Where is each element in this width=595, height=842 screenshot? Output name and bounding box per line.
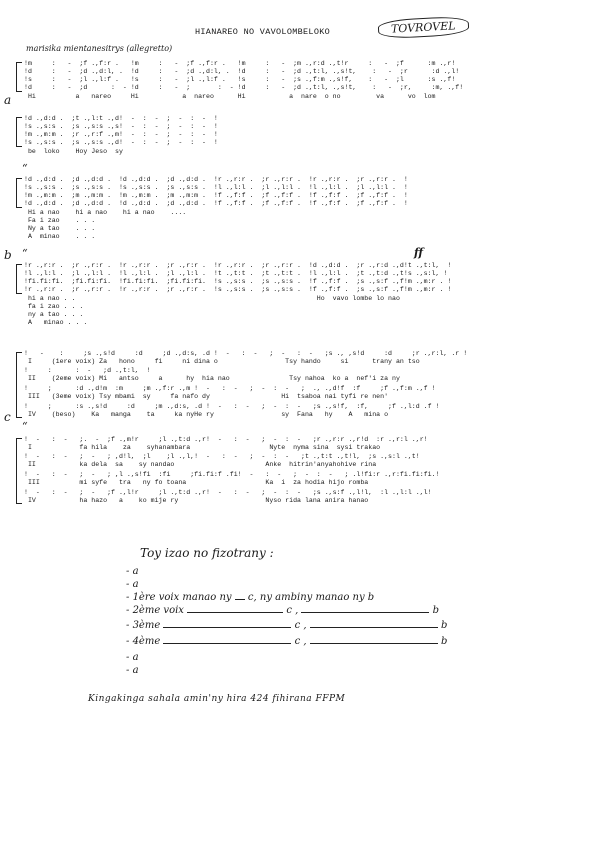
blank-line (163, 636, 291, 644)
section-marker-b: b (4, 248, 12, 262)
item-end: b (432, 605, 440, 616)
system-brace (16, 178, 22, 208)
lyric-line: hi a nao . . Ho vavo lombe lo nao (24, 295, 400, 302)
item-mid: c (294, 620, 301, 631)
score-line: !r .,r:r . ;r .,r:r . !r .,r:r . ;r .,r:r . !s .,s:s . ;s .,s:s . !f .,f:f . ;s .,s:f .,f!m .,m:r . ! (24, 286, 452, 293)
score-line: ! : : - ;d .,t:l, ! (24, 367, 151, 374)
lyric-line: III mi syfe tra ny fo toana Ka i za hodia hijo romba (24, 479, 369, 486)
lyric-line: fa i zao . . . (24, 303, 84, 310)
item-prefix: 1ère voix manao ny (132, 592, 232, 603)
fortissimo-mark: ff (414, 246, 424, 259)
score-line: !s : - ;l .,l:f . !s : - ;l .,l:f . !s : - ;s .,f:m .,s!f, : - ;l :s .,f! (24, 76, 456, 83)
lyric-line: III (3eme voix) Tsy mbami sy fa nafo dy Hi tsaboa nai tyfi re nen' (24, 393, 389, 400)
item-prefix: 2ème voix (132, 605, 184, 616)
score-line: ! - : - ;. - ;f .,m!r ;l .,t:d .,r! - : - ; - : - ;r .,r:r .,r!d :r .,r:l .,r! (24, 436, 428, 443)
score-line: ! - : ;s .,s!d :d ;d .,d:s, .d ! - : - ; - : - ;s ., ,s!d :d ;r .,r:l, .r ! (24, 350, 468, 357)
score-line: ! ; :d .,d!m :m ;m .,f:r .,m ! - : - ; - : - ; ., .,d!f :f ;f .,f:m .,f ! (24, 385, 436, 392)
score-line: ! ; :s .,s!d :d ;m .,d:s, .d ! - : - ; - : - ;s .,s!f, :f, ;f .,l:d .f ! (24, 403, 440, 410)
item-prefix: a (132, 652, 139, 663)
handwritten-item: - 1ère voix manao ny c, ny ambiny manao ny b (126, 592, 375, 603)
system-brace (16, 264, 22, 294)
lyric-line: II (2eme voix) Mi antso a hy hia nao Tsy nahoa ko a nef'i za ny (24, 375, 400, 382)
lyric-line: A minao . . . (24, 319, 88, 326)
score-line: !m : - ;f .,f:r . !m : - ;f .,f:r . !m : - ;m .,r:d .,t!r : - ;f :m .,r! (24, 60, 456, 67)
lyric-line: Hi a nareo Hi a nareo Hi a nare o no va vo lom (24, 93, 436, 100)
score-line: !d .,d:d . ;t .,l:t .,d! - : - ; - : - ! (24, 115, 218, 122)
segno-mark: “ (22, 420, 28, 433)
lyric-line: A minao . . . (24, 233, 96, 240)
handwritten-heading: Toy izao no fizotrany : (140, 546, 274, 560)
score-line: ! - : - ; - ; ,d!l, ;l ;l .,l,! - : - ; - : - ;t .,t:t .,t!l, ;s .,s:l .,t! (24, 453, 420, 460)
segno-mark: “ (22, 162, 28, 175)
blank-line (310, 620, 438, 628)
blank-line (187, 605, 283, 613)
page-title: HIANAREO NO VAVOLOMBELOKO (195, 27, 331, 37)
tempo-marking: marisika mientanesitrys (allegretto) (26, 44, 173, 53)
handwritten-item: - a (126, 566, 139, 577)
section-marker-c: c (4, 410, 11, 424)
handwritten-item: - 2ème voix c , b (126, 605, 440, 616)
item-prefix: a (132, 665, 139, 676)
item-prefix: a (132, 579, 139, 590)
blank-line (235, 592, 245, 600)
score-line: ! - : - ; - ; ,l .,s!fi :fi ;fi.fi:f .fi! - : - ; - : - ; .l!fi:r .,r:fi.fi:fi.! (24, 471, 440, 478)
item-end: b (440, 636, 448, 647)
item-mid: c (247, 592, 254, 603)
lyric-line: Hi a nao hi a nao hi a nao .... (24, 209, 187, 216)
blank-line (310, 636, 438, 644)
item-end: ny ambiny manao ny b (259, 592, 375, 603)
score-line: !d .,d:d . ;d .,d:d . !d .,d:d . ;d .,d:d . !f .,f:f . ;f .,f:f . !f .,f:f . ;f .,f:f . ! (24, 200, 408, 207)
system-brace (16, 62, 22, 92)
score-line: !s .,s:s . ;s .,s:s .,s! - : - ; - : - ! (24, 123, 218, 130)
score-line: !m .,m:m . ;m .,m:m . !m .,m:m . ;m .,m:m . !f .,f:f . ;f .,f:f . !f .,f:f . ;f .,f:f . ! (24, 192, 408, 199)
item-prefix: 4ème (132, 636, 161, 647)
system-brace (16, 352, 22, 418)
lyric-line: IV ha hazo a ko mije ry Nyso rida lana anira hanao (24, 497, 369, 504)
handwritten-item: - a (126, 665, 139, 676)
item-prefix: a (132, 566, 139, 577)
score-line: !s .,s:s . ;s .,s:s . !s .,s:s . ;s .,s:s . !l .,l:l . ;l .,l:l . !l .,l:l . ;l .,l:l . ! (24, 184, 408, 191)
lyric-line: I (1ere voix) Za hono fi ni dina o Tsy hando si trany an tso (24, 358, 420, 365)
score-line: !s .,s:s . ;s .,s:s .,d! - : - ; - : - ! (24, 139, 218, 146)
system-brace (16, 117, 22, 147)
score-line: !l .,l:l . ;l .,l:l . !l .,l:l . ;l .,l:l . !t .,t:t . ;t .,t:t . !l .,l:l . ;t .,t:d .,t!s .,s:l, ! (24, 270, 448, 277)
lyric-line: ny a tao . . . (24, 311, 84, 318)
score-line: !m .,m:m . ;r .,r:f .,m! - : - ; - : - ! (24, 131, 218, 138)
lyric-line: IV (beso) Ka manga ta ka nyHe ry sy Fana hy A mina o (24, 411, 389, 418)
segno-mark: “ (22, 247, 28, 260)
handwritten-item: - a (126, 579, 139, 590)
system-brace (16, 438, 22, 504)
lyric-line: be loko Hoy Jeso sy (24, 148, 123, 155)
handwritten-item: - a (126, 652, 139, 663)
lyric-line: Fa i zao . . . (24, 217, 96, 224)
section-marker-a: a (4, 93, 12, 107)
handwritten-item: - 3ème c , b (126, 620, 448, 631)
score-line: !fi.fi:fi. ;fi.fi:fi. !fi.fi:fi. ;fi.fi:fi. !s .,s:s . ;s .,s:s . !f .,f:f . ;s .,s:f .,f!m .,m:r . ! (24, 278, 452, 285)
lyric-line: II ka dela sa sy nandao Anke hitrin'anyahohive rina (24, 461, 377, 468)
lyric-line: Ny a tao . . . (24, 225, 96, 232)
lyric-line: I fa hila za syhanambara Nyte nyma sina sysi trakao (24, 444, 381, 451)
score-line: !d .,d:d . ;d .,d:d . !d .,d:d . ;d .,d:d . !r .,r:r . ;r .,r:r . !r .,r:r . ;r .,r:r . ! (24, 176, 408, 183)
blank-line (163, 620, 291, 628)
item-mid: c (294, 636, 301, 647)
score-line: !d : - ;d .,d:l, . !d : - ;d .,d:l, . !d : - ;d .,t:l, .,s!t, : - ;r :d .,l! (24, 68, 460, 75)
blank-line (301, 605, 429, 613)
item-end: b (440, 620, 448, 631)
handwritten-title-note: TOVROVEL (378, 16, 469, 40)
handwritten-item: - 4ème c , b (126, 636, 448, 647)
item-prefix: 3ème (132, 620, 161, 631)
item-mid: c (286, 605, 292, 616)
score-line: !d : - ;d : - !d : - ; : - !d : - ;d .,t:l, .,s!t, : - ;r, :m, .,f! (24, 84, 464, 91)
score-line: ! - : - ; - ;f .,l!r ;l .,t:d .,r! - : - ; - : - ;s .,s:f .,l!l, :l .,l:l .,l! (24, 489, 432, 496)
score-line: !r .,r:r . ;r .,r:r . !r .,r:r . ;r .,r:r . !r .,r:r . ;r .,r:r . !d .,d:d . ;r .,r:d .,d!t .,t:l, ! (24, 262, 452, 269)
footer-note: Kingakinga sahala amin'ny hira 424 fihirana FFPM (88, 694, 346, 704)
